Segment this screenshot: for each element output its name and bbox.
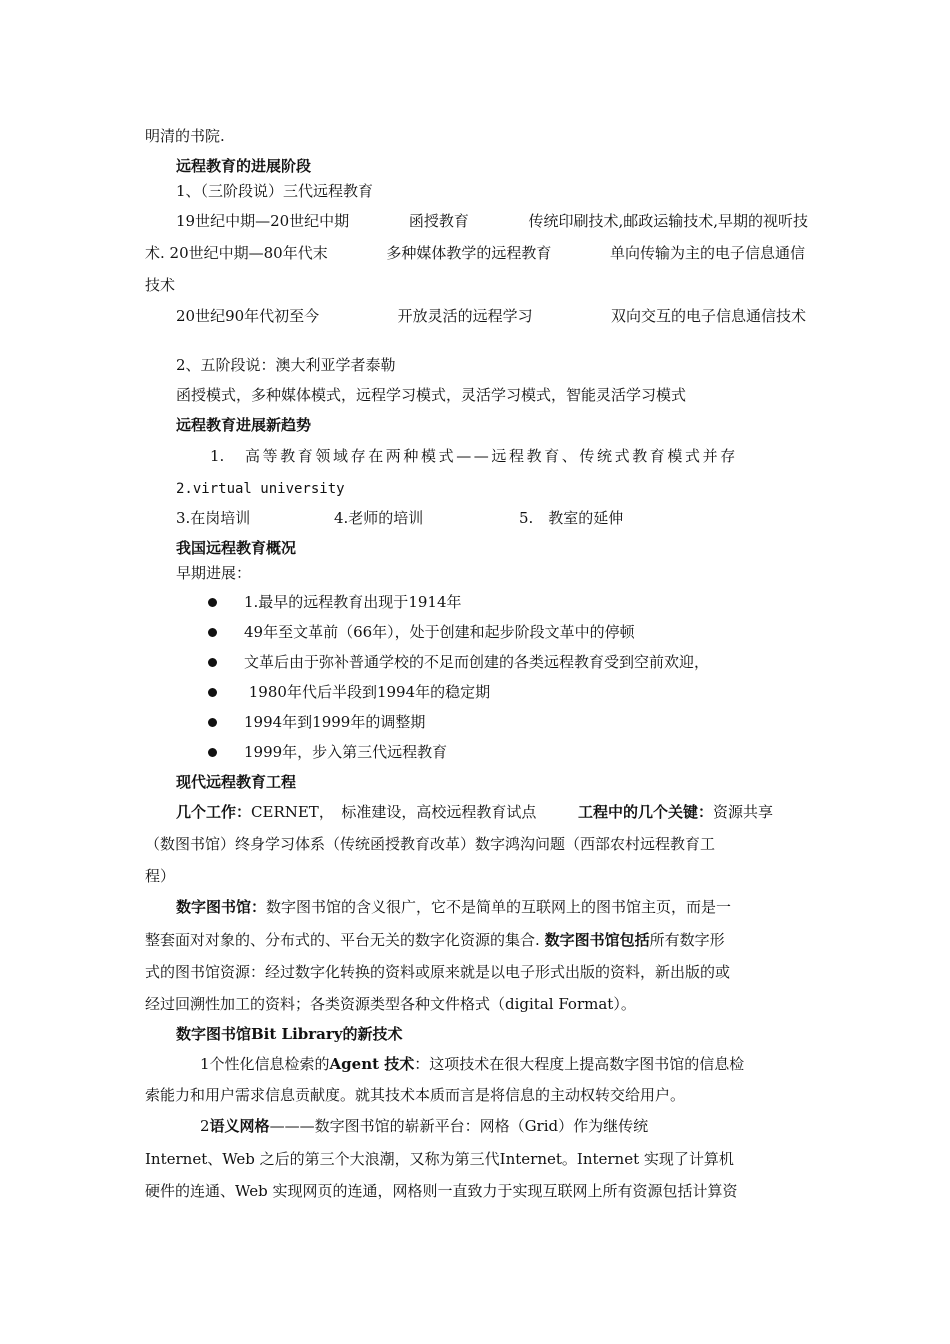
text-line xyxy=(200,1116,648,1136)
heading-stages: 远程教育的进展阶段 xyxy=(176,157,312,175)
text-line: Internet、Web 之后的第三个大浪潮，又称为第三代Internet。Internet 实现了计算机 xyxy=(145,1150,734,1168)
bullet-dot xyxy=(208,658,217,667)
text-line xyxy=(578,802,773,822)
text-line: 技术 xyxy=(145,276,176,294)
bullet-dot xyxy=(208,628,217,637)
text-span: 1. xyxy=(210,447,225,465)
text-span: 5. 教室的延伸 xyxy=(519,509,624,527)
text-span: 3.在岗培训 xyxy=(176,509,251,527)
list-item: 49年至文革前（66年），处于创建和起步阶段文革中的停顿 xyxy=(244,623,635,641)
text-line xyxy=(176,306,806,326)
text-line: 2.virtual university xyxy=(176,481,345,497)
text-span: 4.老师的培训 xyxy=(334,509,424,527)
text-span: 资源共享 xyxy=(713,803,774,821)
list-item: 1.最早的远程教育出现于1914年 xyxy=(244,593,462,611)
text-span: CERNET， 标准建设，高校远程教育试点 xyxy=(251,803,537,821)
bullet-dot xyxy=(208,688,217,697)
text-line xyxy=(176,802,536,822)
bold-label: 几个工作： xyxy=(176,803,252,821)
text-line: 硬件的连通、Web 实现网页的连通，网格则一直致力于实现互联网上所有资源包括计算资 xyxy=(145,1182,738,1200)
list-item: 文革后由于弥补普通学校的不足而创建的各类远程教育受到空前欢迎， xyxy=(244,653,710,671)
text-span: 开放灵活的远程学习 xyxy=(397,307,533,325)
text-line: 索能力和用户需求信息贡献度。就其技术本质而言是将信息的主动权转交给用户。 xyxy=(145,1086,686,1104)
bold-label: 语义网格 xyxy=(209,1117,270,1135)
text-span: 高等教育领域存在两种模式——远程教育、传统式教育模式并存 xyxy=(245,447,738,465)
text-span: 整套面对对象的、分布式的、平台无关的数字化资源的集合. xyxy=(145,931,540,949)
text-line: 2、五阶段说：澳大利亚学者泰勒 xyxy=(176,356,396,374)
list-item: 1994年到1999年的调整期 xyxy=(244,713,426,731)
text-span: 函授教育 xyxy=(408,212,469,230)
text-span: 所有数字形 xyxy=(649,931,725,949)
bullet-dot xyxy=(208,598,217,607)
list-item: 1980年代后半段到1994年的稳定期 xyxy=(244,683,491,701)
text-line: 式的图书馆资源：经过数字化转换的资料或原来就是以电子形式出版的资料，新出版的或 xyxy=(145,963,731,981)
text-line xyxy=(176,211,808,231)
text-span: ：这项技术在很大程度上提高数字图书馆的信息检 xyxy=(414,1055,745,1073)
heading-trends: 远程教育进展新趋势 xyxy=(176,416,312,434)
text-span: 双向交互的电子信息通信技术 xyxy=(610,307,806,325)
heading-newtech: 数字图书馆Bit Library的新技术 xyxy=(176,1025,403,1043)
text-line: 程） xyxy=(145,867,176,885)
text-line xyxy=(200,1054,744,1074)
bullet-dot xyxy=(208,718,217,727)
bold-label: 数字图书馆： xyxy=(176,898,267,916)
text-line: 经过回溯性加工的资料；各类资源类型各种文件格式（digital Format）。 xyxy=(145,995,636,1013)
text-span: 1个性化信息检索的 xyxy=(200,1055,330,1073)
text-span: 19世纪中期—20世纪中期 xyxy=(176,212,350,230)
bold-label: 数字图书馆包括 xyxy=(544,931,650,949)
text-span: 单向传输为主的电子信息通信 xyxy=(609,244,805,262)
text-line: （数图书馆）终身学习体系（传统函授教育改革）数字鸿沟问题（西部农村远程教育工 xyxy=(145,835,716,853)
heading-modern: 现代远程教育工程 xyxy=(176,773,297,791)
list-item: 1999年，步入第三代远程教育 xyxy=(244,743,448,761)
text-span: 多种媒体教学的远程教育 xyxy=(386,244,552,262)
bold-label: Agent 技术 xyxy=(329,1055,415,1073)
text-line xyxy=(145,243,805,263)
text-line: 早期进展： xyxy=(176,564,252,582)
text-span: 数字图书馆的含义很广，它不是简单的互联网上的图书馆主页，而是一 xyxy=(266,898,732,916)
text-line: 函授模式，多种媒体模式，远程学习模式，灵活学习模式，智能灵活学习模式 xyxy=(176,386,687,404)
text-span: 2 xyxy=(200,1117,210,1135)
text-line xyxy=(245,446,805,466)
text-line: 明清的书院. xyxy=(145,127,225,145)
text-line: 1、（三阶段说）三代远程教育 xyxy=(176,182,374,200)
bullet-dot xyxy=(208,748,217,757)
text-span: 术. 20世纪中期—80年代末 xyxy=(145,244,328,262)
text-span: ———数字图书馆的崭新平台：网格（Grid）作为继传统 xyxy=(269,1117,649,1135)
text-line xyxy=(176,897,731,917)
text-span: 传统印刷技术,邮政运输技术,早期的视听技 xyxy=(528,212,808,230)
text-line xyxy=(145,930,725,950)
bold-label: 工程中的几个关键： xyxy=(578,803,714,821)
text-span: 20世纪90年代初至今 xyxy=(176,307,320,325)
heading-china: 我国远程教育概况 xyxy=(176,539,297,557)
